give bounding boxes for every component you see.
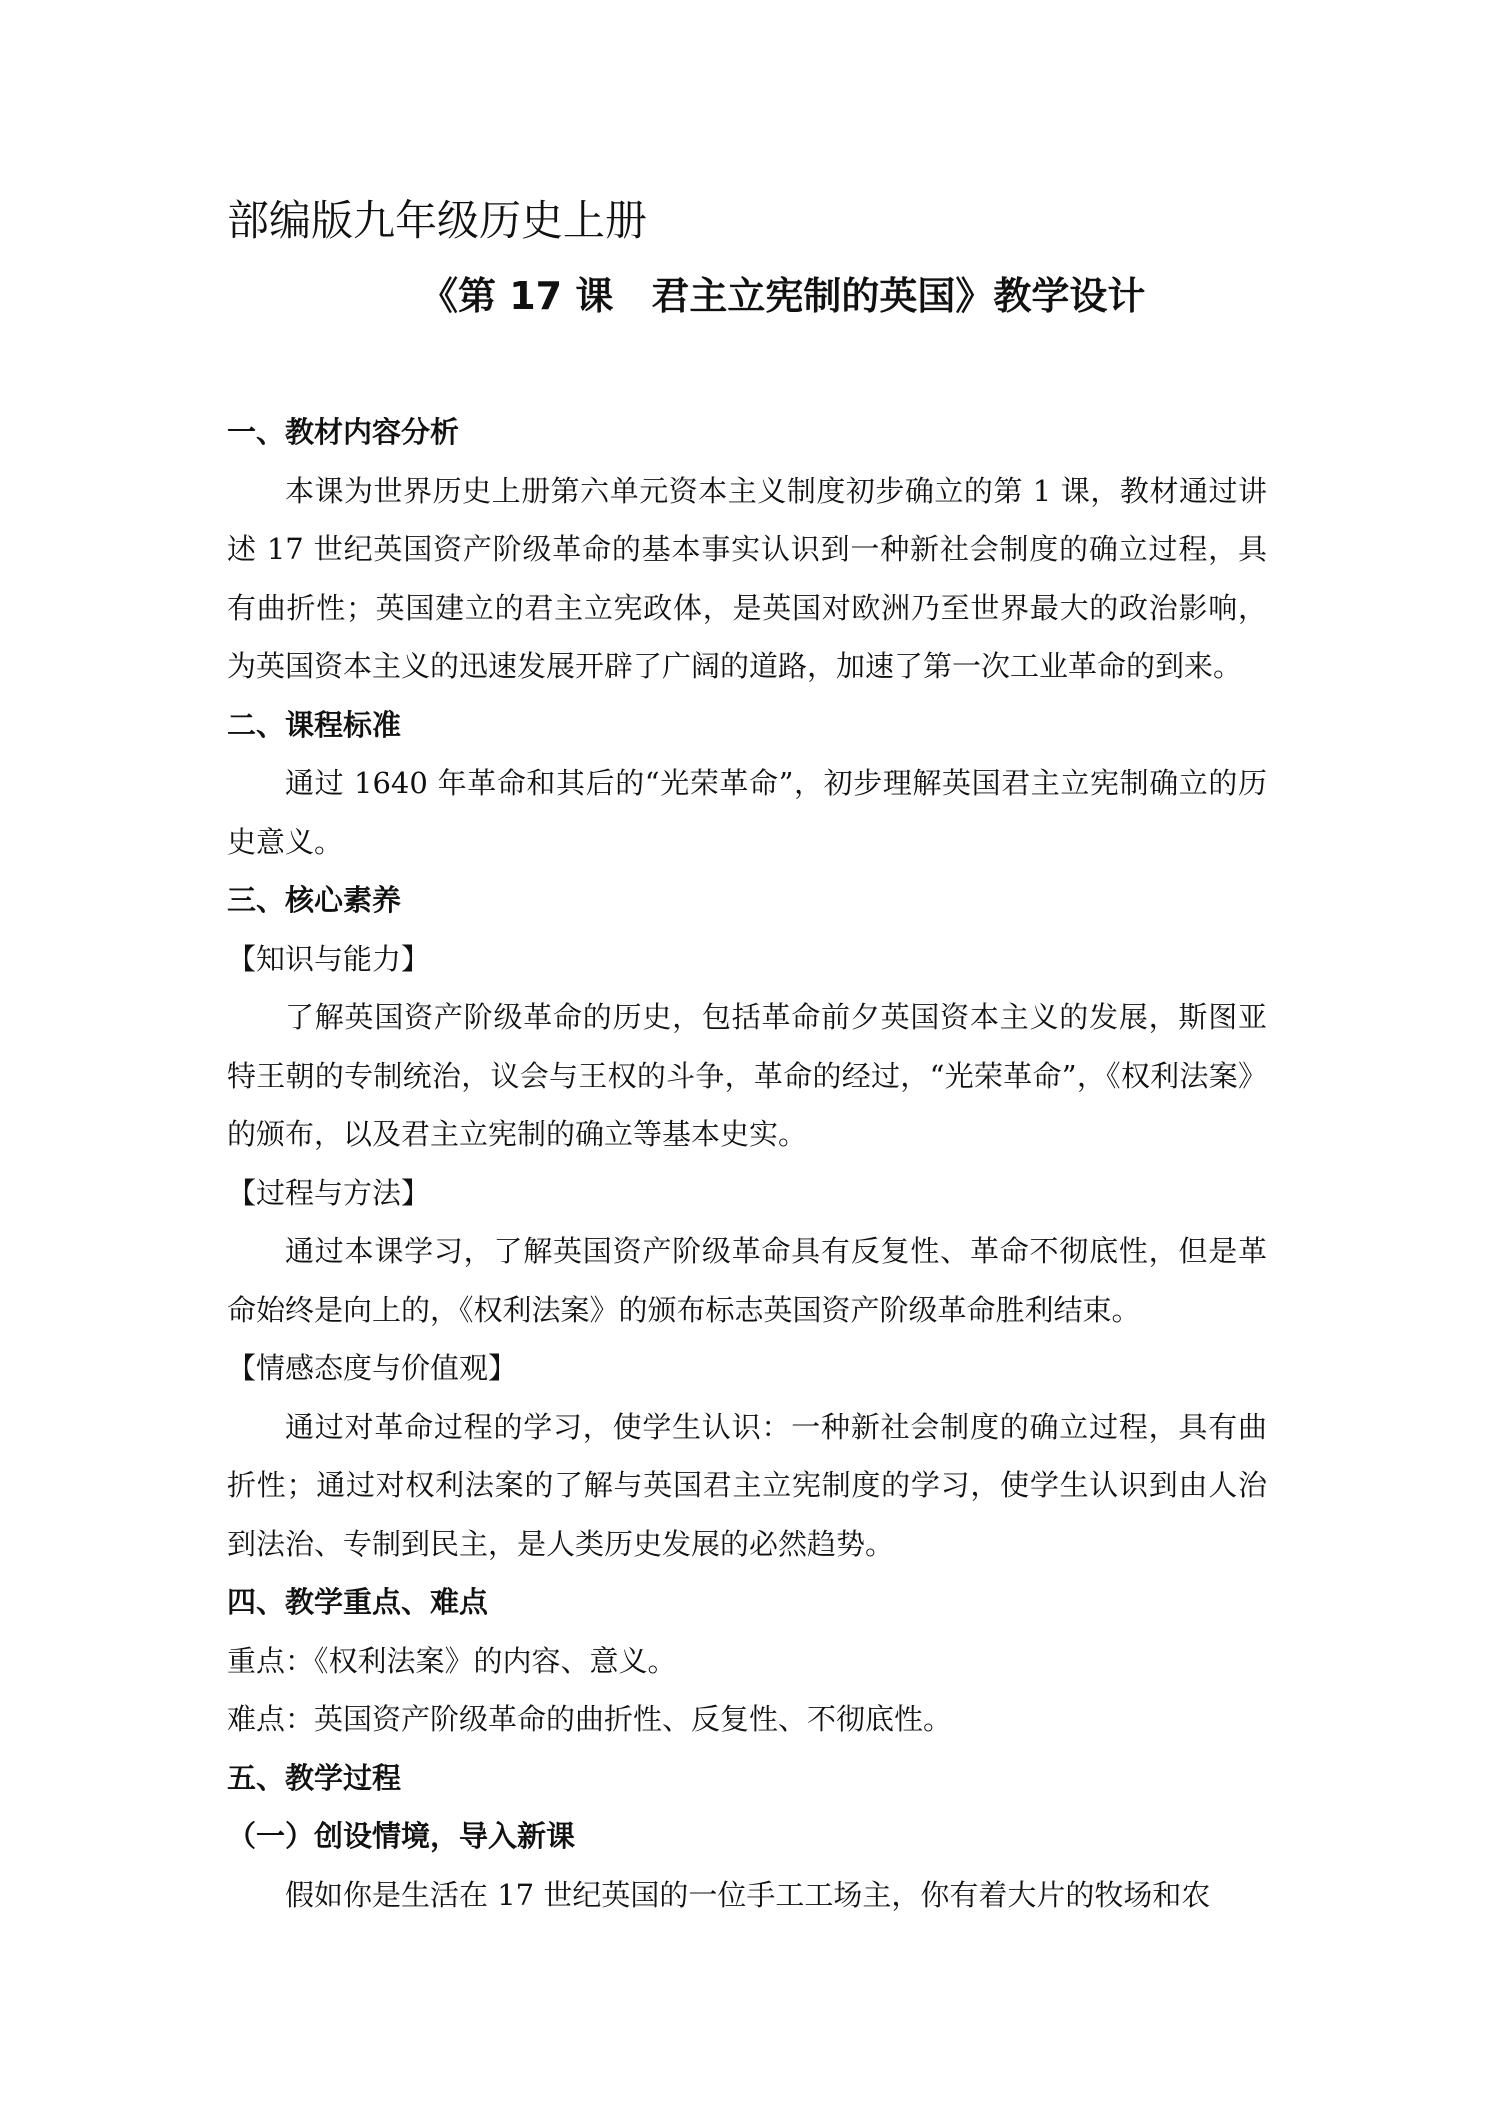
label-emotion-values: 【情感态度与价值观】: [227, 1351, 518, 1385]
paragraph-process-method: 通过本课学习，了解英国资产阶级革命具有反复性、革命不彻底性，但是革命始终是向上的，《权利法案》的颁布标志英国资产阶级革命胜利结束。: [227, 1234, 1267, 1327]
sub-heading-create-situation: （一）创设情境，导入新课: [227, 1819, 576, 1853]
document-body: [227, 403, 1267, 1924]
label-knowledge-ability: 【知识与能力】: [227, 941, 431, 976]
key-point: 重点：《权利法案》的内容、意义。: [227, 1643, 677, 1678]
paragraph-knowledge-ability: 了解英国资产阶级革命的历史，包括革命前夕英国资本主义的发展，斯图亚特王朝的专制统治，议会与王权的斗争，革命的经过，“光荣革命”，《权利法案》的颁布，以及君主立宪制的确立等基本史实。: [227, 1000, 1267, 1151]
paragraph-curriculum-standard: 通过 1640 年革命和其后的“光荣革命”，初步理解英国君主立宪制确立的历史意义。: [227, 766, 1267, 859]
paragraph-emotion-values: 通过对革命过程的学习，使学生认识：一种新社会制度的确立过程，具有曲折性；通过对权利法案的了解与英国君主立宪制度的学习，使学生认识到由人治到法治、专制到民主，是人类历史发展的必然趋势。: [227, 1409, 1267, 1561]
section-heading-curriculum-standard: 二、课程标准: [227, 707, 402, 742]
section-heading-textbook-analysis: 一、教材内容分析: [227, 415, 460, 449]
paragraph-create-situation: 假如你是生活在 17 世纪英国的一位手工工场主，你有着大片的牧场和农: [285, 1877, 1211, 1912]
lesson-title: 《第 17 课 君主立宪制的英国》教学设计: [420, 274, 1146, 318]
difficult-point: 难点：英国资产阶级革命的曲折性、反复性、不彻底性。: [227, 1702, 953, 1736]
section-heading-core-literacy: 三、核心素养: [227, 883, 402, 917]
label-process-method: 【过程与方法】: [227, 1175, 431, 1210]
section-heading-key-difficult: 四、教学重点、难点: [227, 1585, 489, 1619]
section-heading-teaching-process: 五、教学过程: [227, 1760, 402, 1795]
document-title: 部编版九年级历史上册: [227, 196, 648, 245]
paragraph-textbook-analysis: 本课为世界历史上册第六单元资本主义制度初步确立的第 1 课，教材通过讲述 17 世纪英国资产阶级革命的基本事实认识到一种新社会制度的确立过程，具有曲折性；英国建立的君主立宪政体，是英国对欧洲乃至世界最大的政治影响，为英国资本主义的迅速发展开辟了广阔的道路，加速了第一次工业革命的到来。: [227, 473, 1267, 683]
